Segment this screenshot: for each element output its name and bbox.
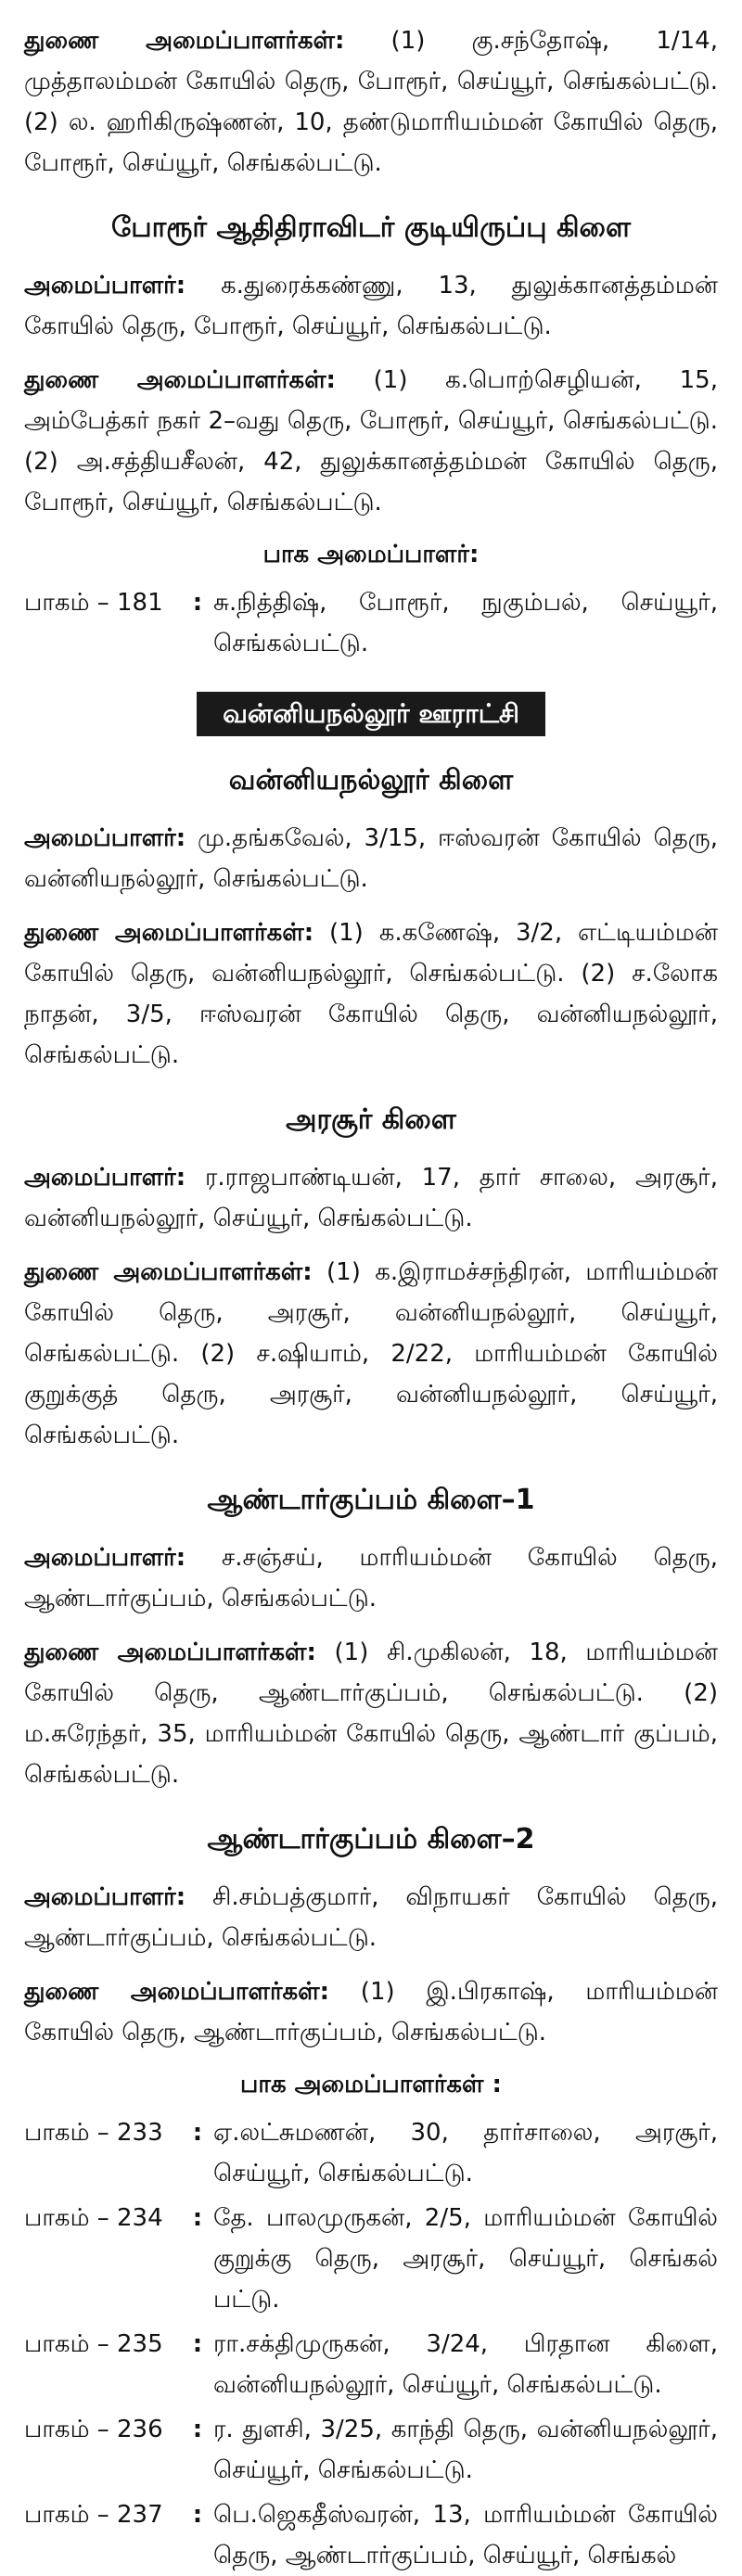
- role-label: துணை அமைப்பாளர்கள்:: [24, 366, 336, 394]
- paragraph: [24, 1252, 718, 1456]
- booth-separator: :: [192, 2501, 203, 2529]
- sub-heading: பாக அமைப்பாளர்கள் :: [240, 2071, 502, 2098]
- section-heading: அரசூர் கிளை: [286, 1103, 456, 1136]
- role-label: அமைப்பாளர்:: [24, 1164, 186, 1192]
- paragraph-text: க.துரைக்கண்ணு, 13, துலுக்கானத்தம்மன் கோயில் தெரு, போரூர், செய்யூர், செங்கல்பட்டு.: [24, 272, 718, 340]
- role-label: அமைப்பாளர்:: [24, 824, 186, 852]
- booth-agent: ஏ.லட்சுமணன், 30, தார்சாலை, அரசூர், செய்யூர், செங்கல்பட்டு.: [213, 2119, 718, 2187]
- booth-number: பாகம் – 234: [24, 2204, 163, 2232]
- paragraph: [24, 265, 718, 347]
- role-label: துணை அமைப்பாளர்கள்:: [24, 1639, 316, 1666]
- booth-number: பாகம் – 233: [24, 2119, 163, 2147]
- booth-row: [24, 582, 718, 664]
- panchayat-banner-wrap: [24, 692, 718, 736]
- booth-separator: :: [192, 2119, 203, 2147]
- booth-number: பாகம் – 237: [24, 2501, 163, 2529]
- booth-row: [24, 2494, 718, 2576]
- booth-agent: பெ.ஜெகதீஸ்வரன், 13, மாரியம்மன் கோயில் தெரு, ஆண்டார்குப்பம், செய்யூர், செங்கல்: [213, 2501, 718, 2570]
- sub-heading: பாக அமைப்பாளர்:: [262, 541, 480, 568]
- booth-row: [24, 2324, 718, 2405]
- booth-separator: :: [192, 2416, 203, 2443]
- paragraph-text: (1) க.பொற்செழியன், 15, அம்பேத்கர் நகர் 2–வது தெரு, போரூர், செய்யூர், செங்கல்பட்டு. (2) அ.சத்தியசீலன், 42, துலுக்கானத்தம்மன் கோயில் தெரு, போரூர், செய்யூர், செங்கல்பட்டு.: [24, 366, 718, 516]
- paragraph: [24, 1971, 718, 2053]
- booth-row: [24, 2409, 718, 2491]
- booth-agent: சு.நித்திஷ், போரூர், நுகும்பல், செய்யூர், செங்கல்பட்டு.: [213, 589, 718, 657]
- section-heading: போரூர் ஆதிதிராவிடர் குடியிருப்பு கிளை: [110, 211, 632, 244]
- role-label: அமைப்பாளர்:: [24, 1544, 186, 1572]
- booth-number: பாகம் – 235: [24, 2330, 163, 2358]
- paragraph: [24, 20, 718, 184]
- paragraph-text: (1) கு.சந்தோஷ், 1/14, முத்தாலம்மன் கோயில் தெரு, போரூர், செய்யூர், செங்கல்பட்டு. (2) ல. ஹரிகிருஷ்ணன், 10, தண்டுமாரியம்மன் கோயில் தெரு, போரூர், செய்யூர், செங்கல்பட்டு.: [24, 27, 718, 177]
- booth-separator: :: [192, 589, 203, 617]
- paragraph: [24, 1632, 718, 1795]
- paragraph-text: (1) க.இராமச்சந்திரன், மாரியம்மன் கோயில் தெரு, அரசூர், வன்னியநல்லூர், செய்யூர், செங்கல்பட்டு. (2) ச.ஷியாம், 2/22, மாரியம்மன் கோயில் குறுக்குத் தெரு, அரசூர், வன்னியநல்லூர், செய்யூர், செங்கல்பட்டு.: [24, 1258, 718, 1449]
- paragraph-text: (1) இ.பிரகாஷ், மாரியம்மன் கோயில் தெரு, ஆண்டார்குப்பம், செங்கல்பட்டு.: [24, 1978, 718, 2047]
- paragraph-text: மு.தங்கவேல், 3/15, ஈஸ்வரன் கோயில் தெரு, வன்னியநல்லூர், செங்கல்பட்டு.: [24, 824, 718, 893]
- section-heading: ஆண்டார்குப்பம் கிளை–2: [207, 1823, 535, 1855]
- paragraph-text: (1) சி.முகிலன், 18, மாரியம்மன் கோயில் தெரு, ஆண்டார்குப்பம், செங்கல்பட்டு. (2) ம.சுரேந்தர், 35, மாரியம்மன் கோயில் தெரு, ஆண்டார் குப்பம், செங்கல்பட்டு.: [24, 1639, 718, 1789]
- booth-agent: ரா.சக்திமுருகன், 3/24, பிரதான கிளை, வன்னியநல்லூர், செய்யூர், செங்கல்பட்டு.: [213, 2330, 718, 2399]
- booth-row: [24, 2112, 718, 2194]
- paragraph-text: (1) க.கணேஷ், 3/2, எட்டியம்மன் கோயில் தெரு, வன்னியநல்லூர், செங்கல்பட்டு. (2) ச.லோக நாதன், 3/5, ஈஸ்வரன் கோயில் தெரு, வன்னியநல்லூர், செங்கல்பட்டு.: [24, 919, 718, 1069]
- booth-row: [24, 2198, 718, 2320]
- booth-number: பாகம் – 181: [24, 589, 163, 617]
- booth-separator: :: [192, 2330, 203, 2358]
- paragraph-text: ச.சஞ்சய், மாரியம்மன் கோயில் தெரு, ஆண்டார்குப்பம், செங்கல்பட்டு.: [24, 1544, 718, 1613]
- booth-number: பாகம் – 236: [24, 2416, 163, 2443]
- paragraph: [24, 818, 718, 899]
- role-label: அமைப்பாளர்:: [24, 1883, 186, 1911]
- paragraph: [24, 912, 718, 1076]
- paragraph-text: ர.ராஜபாண்டியன், 17, தார் சாலை, அரசூர், வன்னியநல்லூர், செய்யூர், செங்கல்பட்டு.: [24, 1164, 718, 1232]
- paragraph: [24, 360, 718, 523]
- booth-agent: தே. பாலமுருகன், 2/5, மாரியம்மன் கோயில் குறுக்கு தெரு, அரசூர், செய்யூர், செங்கல் பட்டு.: [213, 2204, 718, 2314]
- paragraph: [24, 1157, 718, 1239]
- paragraph-text: சி.சம்பத்குமார், விநாயகர் கோயில் தெரு, ஆண்டார்குப்பம், செங்கல்பட்டு.: [24, 1883, 718, 1952]
- paragraph: [24, 1877, 718, 1958]
- booth-separator: :: [192, 2204, 203, 2232]
- role-label: துணை அமைப்பாளர்கள்:: [24, 1258, 313, 1286]
- booth-agent: ர. துளசி, 3/25, காந்தி தெரு, வன்னியநல்லூர், செய்யூர், செங்கல்பட்டு.: [213, 2416, 718, 2484]
- role-label: துணை அமைப்பாளர்கள்:: [24, 919, 314, 947]
- panchayat-banner: வன்னியநல்லூர் ஊராட்சி: [197, 692, 545, 736]
- role-label: துணை அமைப்பாளர்கள்:: [24, 1978, 330, 2006]
- section-heading: ஆண்டார்குப்பம் கிளை–1: [207, 1484, 535, 1516]
- role-label: துணை அமைப்பாளர்கள்:: [24, 27, 345, 55]
- role-label: அமைப்பாளர்:: [24, 272, 186, 300]
- paragraph: [24, 1537, 718, 1619]
- section-heading: வன்னியநல்லூர் கிளை: [228, 764, 514, 797]
